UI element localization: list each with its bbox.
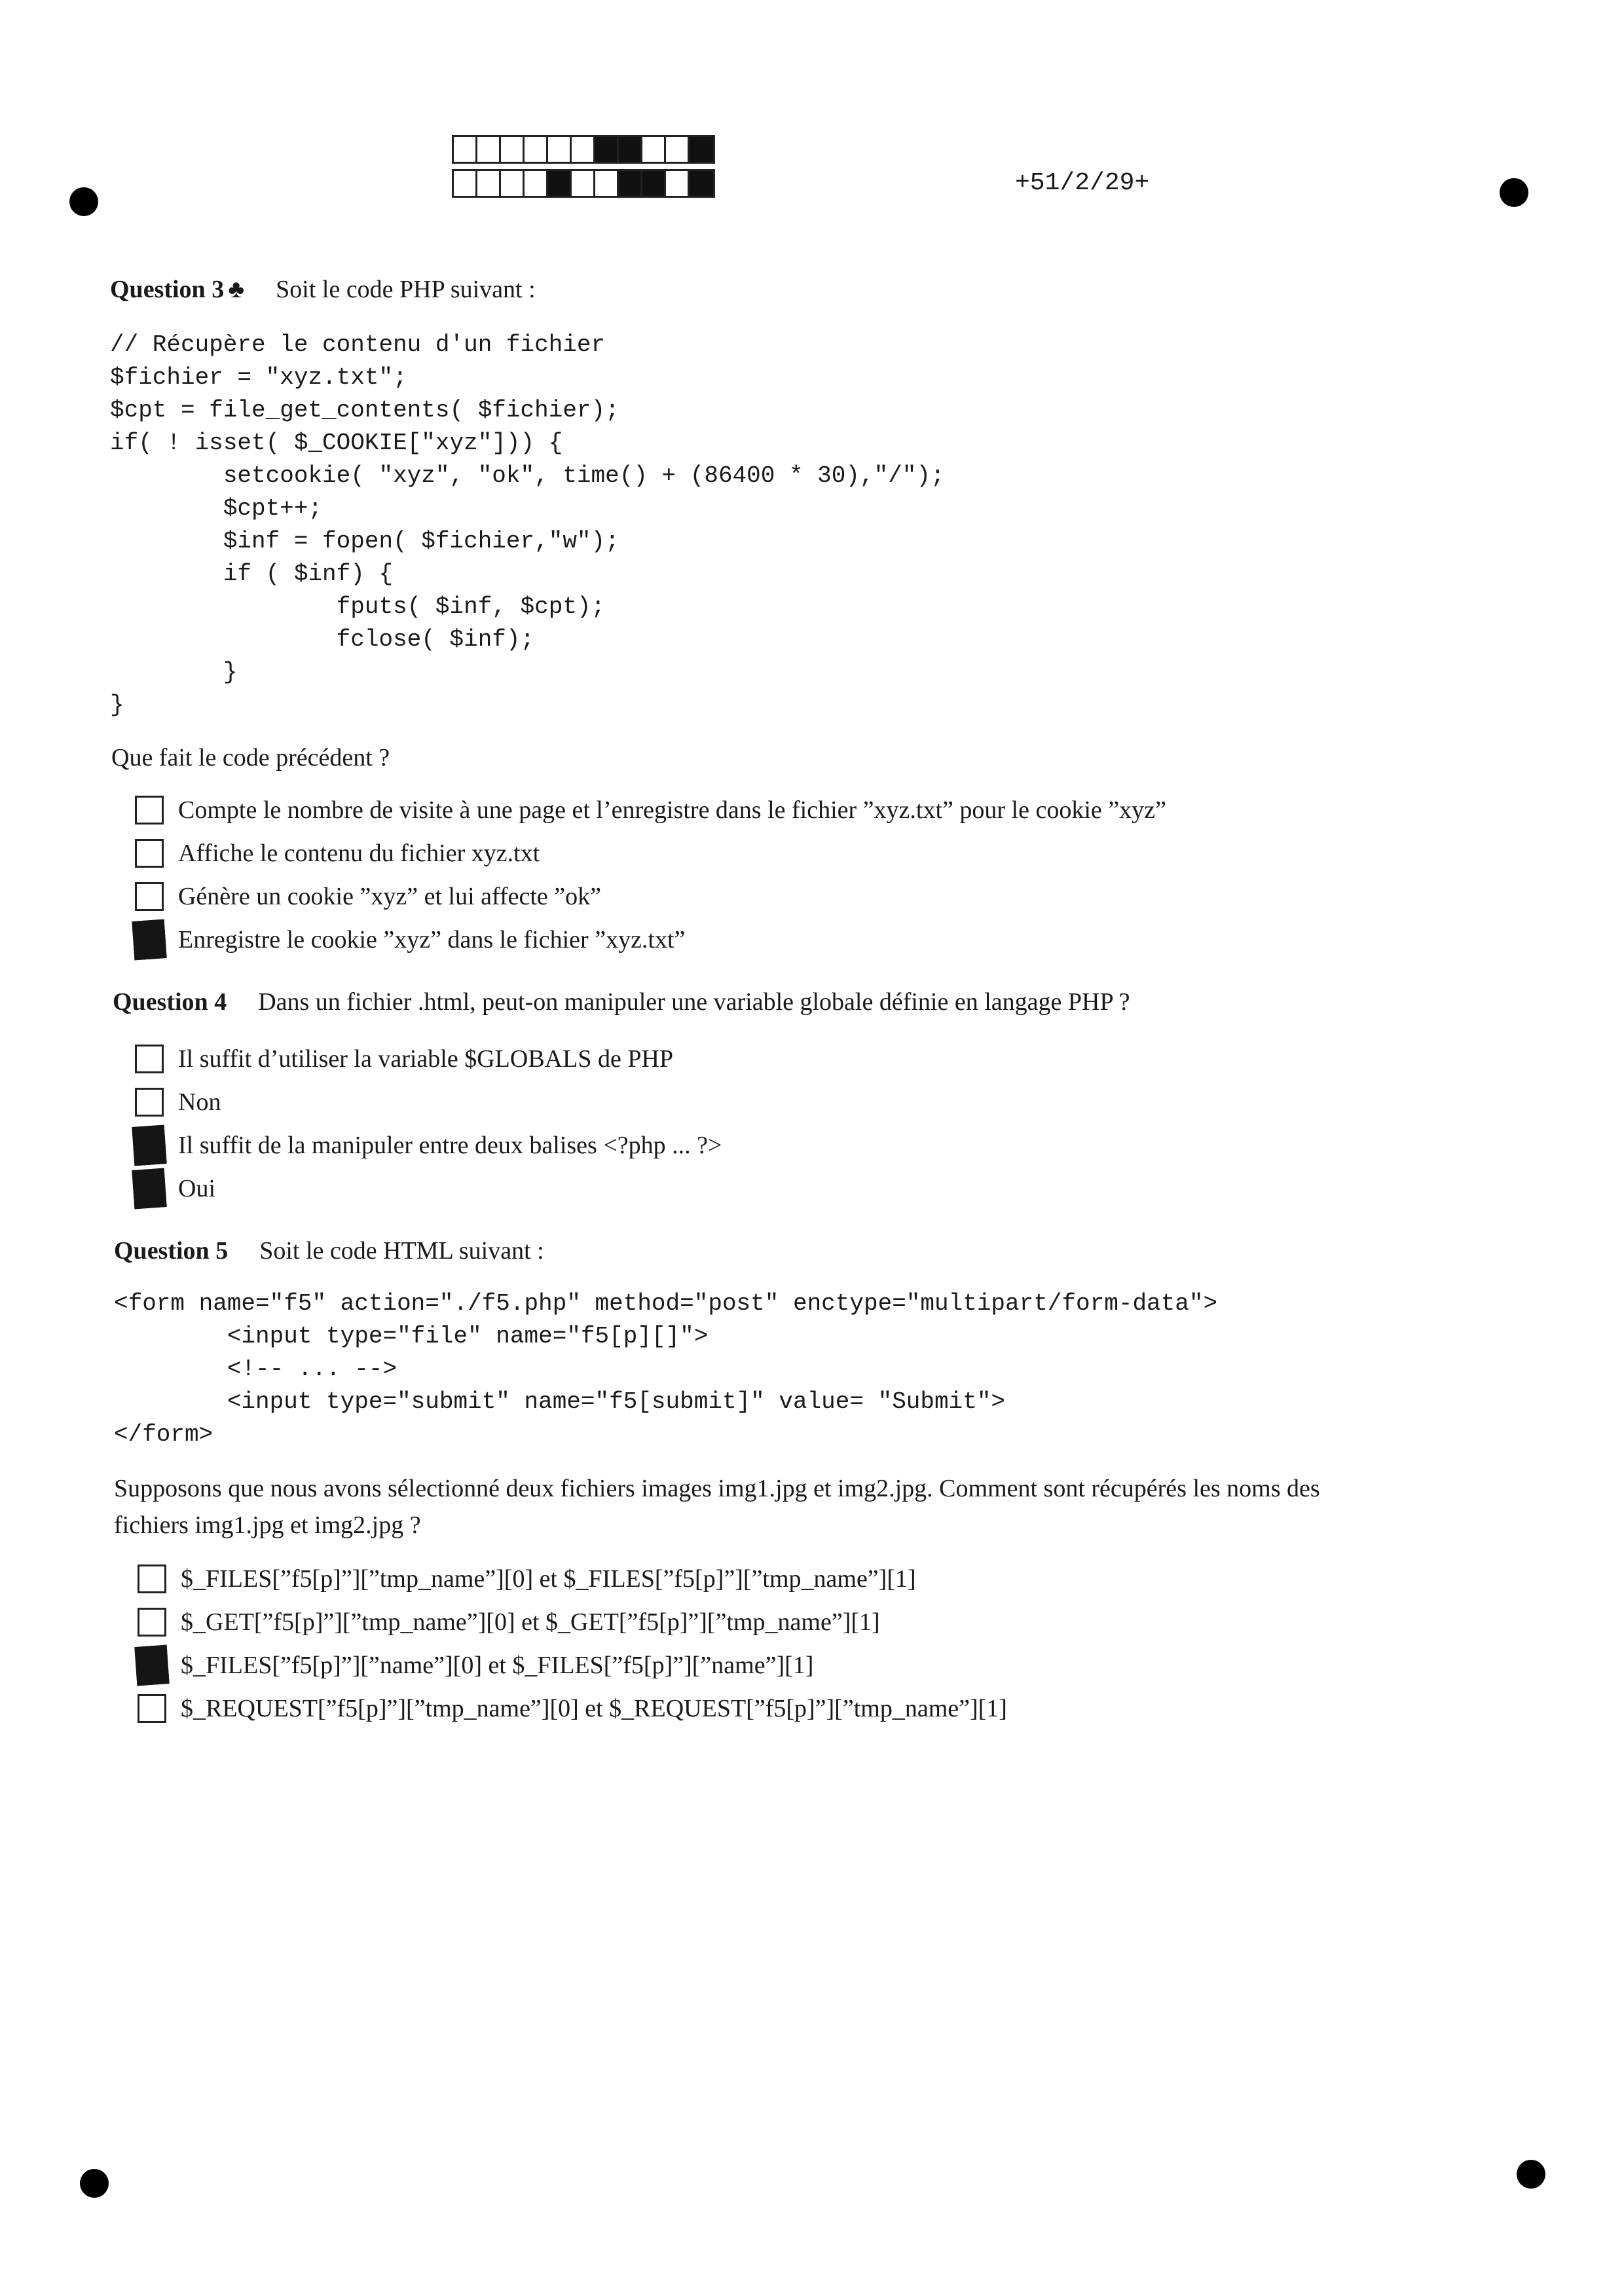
barcode-cell — [477, 137, 501, 162]
question-intro: Soit le code PHP suivant : — [276, 276, 536, 303]
checkbox[interactable] — [135, 796, 164, 824]
answer-option[interactable] — [135, 1167, 722, 1210]
question-5-answers — [138, 1557, 1007, 1730]
code-line: <!-- ... --> — [114, 1356, 397, 1382]
barcode-cell — [572, 137, 595, 162]
answer-option[interactable] — [135, 875, 1166, 918]
code-line: fclose( $inf); — [110, 626, 535, 653]
barcode-cell — [501, 137, 525, 162]
answer-text: Affiche le contenu du fichier xyz.txt — [178, 840, 540, 867]
question-3-prompt: Que fait le code précédent ? — [111, 744, 390, 771]
answer-text: $_REQUEST[”f5[p]”][”tmp_name”][0] et $_REQUEST[”f5[p]”][”tmp_name”][1] — [181, 1695, 1007, 1722]
registration-mark-bottom-right — [1517, 2160, 1545, 2189]
answer-text: Non — [178, 1088, 221, 1116]
code-line: $cpt++; — [110, 495, 323, 522]
registration-mark-top-left — [69, 187, 98, 216]
barcode-cell — [525, 137, 548, 162]
code-line: } — [110, 692, 124, 718]
barcode-top-row — [452, 135, 715, 164]
barcode-cell — [595, 137, 619, 162]
code-line: if ( $inf) { — [110, 561, 394, 587]
barcode-cell — [690, 171, 713, 196]
code-line: $cpt = file_get_contents( $fichier); — [110, 397, 619, 424]
barcode-cell — [454, 171, 477, 196]
code-line: <input type="submit" name="f5[submit]" value= "Submit"> — [114, 1388, 1006, 1415]
php-code-block — [110, 329, 945, 722]
question-4-answers — [135, 1037, 722, 1210]
question-label: Question 5 — [114, 1237, 229, 1265]
checkbox[interactable] — [135, 882, 164, 911]
answer-text: $_FILES[”f5[p]”][”name”][0] et $_FILES[”f5[p]”][”name”][1] — [181, 1652, 814, 1679]
barcode-cell — [642, 171, 666, 196]
answer-option[interactable] — [138, 1557, 1007, 1601]
question-label: Question 3 ♣ — [110, 276, 245, 303]
answer-text: Enregistre le cookie ”xyz” dans le fichier ”xyz.txt” — [178, 926, 686, 954]
code-line: } — [110, 659, 238, 686]
barcode-cell — [548, 171, 572, 196]
barcode-cell — [595, 171, 619, 196]
answer-option[interactable] — [138, 1687, 1007, 1730]
checkbox-checked[interactable] — [132, 1168, 166, 1210]
checkbox[interactable] — [138, 1694, 166, 1723]
club-icon: ♣ — [228, 276, 245, 303]
barcode-cell — [642, 137, 666, 162]
question-5-header — [114, 1236, 544, 1265]
checkbox[interactable] — [135, 1045, 164, 1073]
answer-text: Il suffit d’utiliser la variable $GLOBALS de PHP — [178, 1045, 674, 1073]
answer-option[interactable] — [135, 1124, 722, 1167]
answer-option[interactable] — [135, 832, 1166, 875]
question-5-prompt-line-1: Supposons que nous avons sélectionné deux fichiers images img1.jpg et img2.jpg. Comment sont récupérés les noms des — [114, 1475, 1320, 1502]
answer-option[interactable] — [135, 1037, 722, 1081]
answer-text: $_FILES[”f5[p]”][”tmp_name”][0] et $_FILES[”f5[p]”][”tmp_name”][1] — [181, 1565, 916, 1593]
code-line: setcookie( "xyz", "ok", time() + (86400 * 30),"/"); — [110, 462, 945, 489]
question-intro: Dans un fichier .html, peut-on manipuler une variable globale définie en langage PHP ? — [258, 988, 1130, 1016]
code-line: $fichier = "xyz.txt"; — [110, 364, 407, 391]
registration-mark-top-right — [1500, 178, 1528, 207]
answer-text: Compte le nombre de visite à une page et l’enregistre dans le fichier ”xyz.txt” pour le cookie ”xyz” — [178, 796, 1166, 824]
question-5-prompt-line-2: fichiers img1.jpg et img2.jpg ? — [114, 1511, 421, 1539]
barcode-cell — [525, 171, 548, 196]
answer-option[interactable] — [135, 918, 1166, 961]
barcode-cell — [477, 171, 501, 196]
html-code-block — [114, 1287, 1217, 1451]
checkbox[interactable] — [138, 1608, 166, 1637]
barcode-cell — [619, 171, 642, 196]
barcode-bottom-row — [452, 169, 715, 198]
page-id: +51/2/29+ — [1015, 169, 1150, 197]
checkbox-checked[interactable] — [132, 919, 166, 961]
checkbox-checked[interactable] — [132, 1125, 166, 1166]
code-line: <form name="f5" action="./f5.php" method="post" enctype="multipart/form-data"> — [114, 1290, 1218, 1317]
registration-mark-bottom-left — [80, 2169, 109, 2198]
answer-text: $_GET[”f5[p]”][”tmp_name”][0] et $_GET[”f5[p]”][”tmp_name”][1] — [181, 1608, 880, 1636]
answer-text: Il suffit de la manipuler entre deux balises <?php ... ?> — [178, 1132, 722, 1159]
question-4-header — [113, 988, 1130, 1016]
answer-text: Génère un cookie ”xyz” et lui affecte ”ok” — [178, 883, 601, 910]
barcode-cell — [454, 137, 477, 162]
answer-option[interactable] — [135, 788, 1166, 832]
barcode-cell — [501, 171, 525, 196]
answer-option[interactable] — [138, 1644, 1007, 1687]
barcode-cell — [666, 137, 690, 162]
code-line: if( ! isset( $_COOKIE["xyz"])) { — [110, 430, 563, 456]
code-line: fputs( $inf, $cpt); — [110, 593, 606, 620]
checkbox[interactable] — [138, 1565, 166, 1593]
barcode-cell — [666, 171, 690, 196]
barcode-cell — [690, 137, 713, 162]
barcode-cell — [619, 137, 642, 162]
checkbox[interactable] — [135, 839, 164, 868]
barcode-cell — [548, 137, 572, 162]
checkbox[interactable] — [135, 1088, 164, 1117]
question-label: Question 4 — [113, 988, 227, 1016]
checkbox-checked[interactable] — [134, 1645, 169, 1686]
code-line: </form> — [114, 1421, 213, 1448]
question-3-answers — [135, 788, 1166, 961]
code-line: $inf = fopen( $fichier,"w"); — [110, 528, 619, 555]
answer-text: Oui — [178, 1175, 215, 1202]
answer-option[interactable] — [138, 1601, 1007, 1644]
question-intro: Soit le code HTML suivant : — [259, 1237, 544, 1265]
barcode-cell — [572, 171, 595, 196]
code-line: // Récupère le contenu d'un fichier — [110, 331, 606, 358]
code-line: <input type="file" name="f5[p][]"> — [114, 1323, 709, 1350]
question-3-header — [110, 275, 536, 304]
answer-option[interactable] — [135, 1081, 722, 1124]
